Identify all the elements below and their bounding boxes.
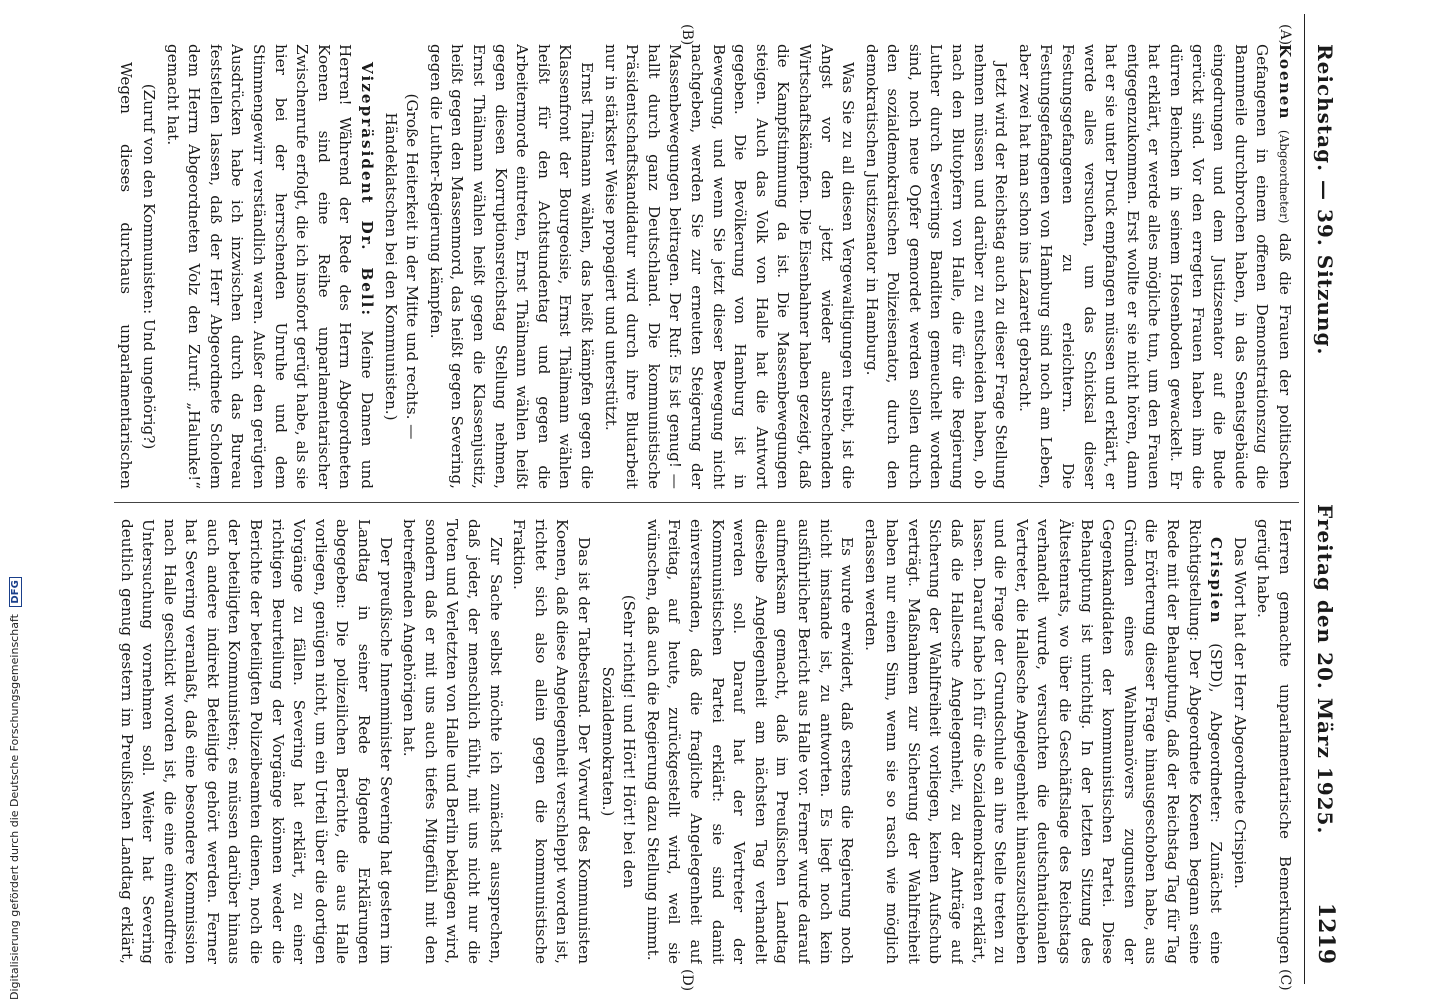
page-header bbox=[1304, 14, 1345, 984]
page-number: 1219 bbox=[1313, 902, 1339, 964]
paragraph: Der preußische Innenminister Severing hat gestern im Landtag in seiner Rede folgende Erklärungen abgegeben: Die polizeilichen Berichte, die aus Halle vorliegen, genügen nicht, um ein Urteil über die dortigen Vorgänge zu fällen. Severing hat erklärt, zu einer richtigen Beurteilung der Vorgänge können weder die Berichte der beteiligten Polizeibeamten dienen, noch die der beteiligten Kommunisten; es müssen darüber hinaus auch andere indirekt Beteiligte gehört werden. Ferner hat Severing veranlaßt, daß eine besondere Kommission nach Halle geschickt worden ist, die eine einwandfreie Untersuchung vornehmen soll. Weiter hat Severing deutlich genug gestern im Preußischen Landtag erklärt, bbox=[117, 519, 395, 964]
paragraph bbox=[859, 519, 1226, 964]
paragraph: Jetzt wird der Reichstag auch zu dieser Frage Stellung nehmen müssen und darüber zu entscheiden haben, ob nach den Blutopfern von Halle, die für die Regierung Luther durch Severings Banditen gemeuchelt worden sind, noch neue Opfer gemordet werden sollen durch den sozialdemokratischen Polizeisenator, durch den demokratischen Justizsenator in Hamburg. bbox=[862, 44, 1011, 489]
stage-direction: (Große Heiterkeit in der Mitte und rechts. — Händeklatschen bei den Kommunisten.) bbox=[381, 93, 422, 440]
header-left-title: Reichstag. — 39. Sitzung. bbox=[1313, 44, 1337, 356]
margin-marker-a: (A) bbox=[1277, 24, 1293, 46]
paragraph: Das Wort hat der Herr Abgeordnete Crispien. bbox=[1230, 537, 1249, 889]
paragraph bbox=[161, 44, 377, 489]
left-column bbox=[115, 44, 1295, 489]
paragraph-text: daß die Frauen der politischen Gefangenen in einem offenen Demonstrationszug die Bannmeile durchbrochen haben, in das Senatsgebäude eingedrungen und dem Justizsenator auf die Bude gerückt sind. Vor den erregten Frauen haben ihm die dürren Beinchen in seinem Hosenboden gewackelt. Er hat erklärt, er werde alles mögliche tun, um den Frauen entgegenzukommen. Erst wollte er sie nicht hören, dann hat er sie unter Druck empfangen müssen und erklärt, er werde alles versuchen, um das Schicksal dieser Festungsgefangenen zu erleichtern. Die Festungsgefangenen von Hamburg sind noch am Leben, aber zwei hat man schon ins Lazarett gebracht. bbox=[1015, 44, 1294, 489]
margin-marker-b: (B) bbox=[679, 24, 695, 46]
column-divider bbox=[114, 502, 1299, 503]
paragraph: Was Sie zu all diesen Vergewaltigungen treibt, ist die Angst vor den jetzt wieder ausbrechenden Wirtschaftskämpfen. Die Eisenbahner haben gezeigt, daß die Kampfstimmung da ist. Die Massenbewegungen steigen. Auch das Volk von Halle hat die Antwort gegeben. Die Bevölkerung von Hamburg ist in Bewegung, und wenn Sie jetzt dieser Bewegung nicht nachgeben, werden Sie zur erneuten Steigerung der Massenbewegungen beitragen. Der Ruf: Es ist genug! — hallt durch ganz Deutschland. Die kommunistische Präsidentschaftskandidatur wird durch ihre Blutarbeit nur in stärkster Weise propagiert und unterstützt. bbox=[601, 44, 858, 489]
header-right-title: Freitag den 20. März 1925. bbox=[1313, 504, 1337, 835]
digitization-credit bbox=[8, 577, 22, 1000]
speaker-role: (Abgeordneter) bbox=[1277, 129, 1291, 224]
paragraph: Es wurde erwidert, daß erstens die Regierung noch nicht imstande ist, zu antworten. Es liegt noch kein ausführlicher Bericht aus Halle vor. Ferner wurde darauf aufmerksam gemacht, daß im Preußischen Landtag dieselbe Angelegenheit am nächsten Tag verhandelt werden soll. Darauf hat der Vertreter der Kommunistischen Partei erklärt: sie sind damit einverstanden, daß die fragliche Angelegenheit auf Freitag, auf heute, zurückgestellt wird, weil sie wünschen, daß auch die Regierung dazu Stellung nimmt. bbox=[643, 519, 857, 964]
speaker-name: Vizepräsident Dr. Bell: bbox=[358, 62, 377, 318]
right-column bbox=[115, 519, 1295, 964]
stage-direction: (Sehr richtig! und Hört! Hört! bei den Sozialdemokraten.) bbox=[598, 594, 639, 889]
paragraph: Zur Sache selbst möchte ich zunächst aussprechen, daß jeder, der menschlich fühlt, mit uns nicht nur die Toten und Verletzten von Halle und Berlin beklagen wird, sondern daß er mit uns auch tiefes Mitgefühl mit den betreffenden Angehörigen hat. bbox=[400, 519, 505, 964]
dfg-logo: DFG bbox=[9, 577, 22, 606]
rotated-page bbox=[105, 14, 1345, 992]
paragraph-text: Meine Damen und Herren! Während der Rede des Herrn Abgeordneten Koenen sind eine Reihe unparlamentarischer Zwischenrufe erfolgt, die ich insofort gerügt habe, als sie hier bei der herrschenden Unruhe und dem Stimmengewirr verständlich waren. Außer den gerügten Ausdrücken habe ich inzwischen durch das Bureau feststellen lassen, daß der Herr Abgeordnete Scholem dem Herrn Abgeordneten Volz den Zuruf: „Halunke!“ gemacht hat. bbox=[163, 44, 377, 489]
speaker-name: Koenen bbox=[1276, 44, 1294, 121]
credit-text: Digitalisierung gefördert durch die Deutsche Forschungsgemeinschaft bbox=[8, 614, 21, 1000]
paragraph-text: (SPD), Abgeordneter: Zunächst eine Richtigstellung: Der Abgeordnete Koenen begann seine Rede mit der Behauptung, daß der Reichstag Tag für Tag die Erörterung dieser Frage hinausgeschoben habe, aus Gründen eines Wahlmanövers zugunsten der Gegenkandidaten der kommunistischen Partei. Diese Behauptung ist unrichtig. In der letzten Sitzung des Ältestenrats, wo über die Geschäftslage des Reichstags verhandelt wurde, versuchten die deutschnationalen Vertreter, die Hallesche Angelegenheit hinauszuschieben und die Frage der Grundschule an ihre Stelle treten zu lassen. Darauf habe ich für die Sozialdemokraten erklärt, daß die Hallesche Angelegenheit, zu der Anträge auf Sicherung der Wahlfreiheit vorliegen, keinen Aufschub verträgt. Maßnahmen zur Sicherung der Wahlfreiheit haben nur einen Sinn, wenn sie so rasch wie möglich erlassen werden. bbox=[861, 519, 1226, 964]
paragraph: Herren gemachte unparlamentarische Bemerkungen gerügt habe. bbox=[1254, 519, 1294, 964]
stage-direction: (Zuruf von den Kommunisten: Und ungehörig?) bbox=[140, 83, 159, 450]
paragraph: Wegen dieses durchaus unparlamentarischen bbox=[116, 62, 135, 489]
margin-marker-c: (C) bbox=[1277, 969, 1293, 991]
speaker-name: Crispien bbox=[1207, 537, 1226, 625]
margin-marker-d: (D) bbox=[679, 969, 695, 992]
paragraph: Ernst Thälmann wählen, das heißt kämpfen gegen die Klassenfront der Bourgeoisie, Ernst Thälmann wählen heißt für den Achtstundentag und gegen die Arbeitermorde eintreten, Ernst Thälmann wählen heißt gegen diesen Korruptionsreichstag Stellung nehmen, Ernst Thälmann wählen heißt gegen die Klassenjustiz, heißt gegen den Massenmord, das heißt gegen Severing, gegen die Luther-Regierung kämpfen. bbox=[426, 44, 596, 489]
paragraph bbox=[1013, 44, 1295, 489]
paragraph: Das ist der Tatbestand. Der Vorwurf des Kommunisten Koenen, daß diese Angelegenheit verschleppt worden ist, richtet sich also allein gegen die kommunistische Fraktion. bbox=[510, 519, 593, 964]
